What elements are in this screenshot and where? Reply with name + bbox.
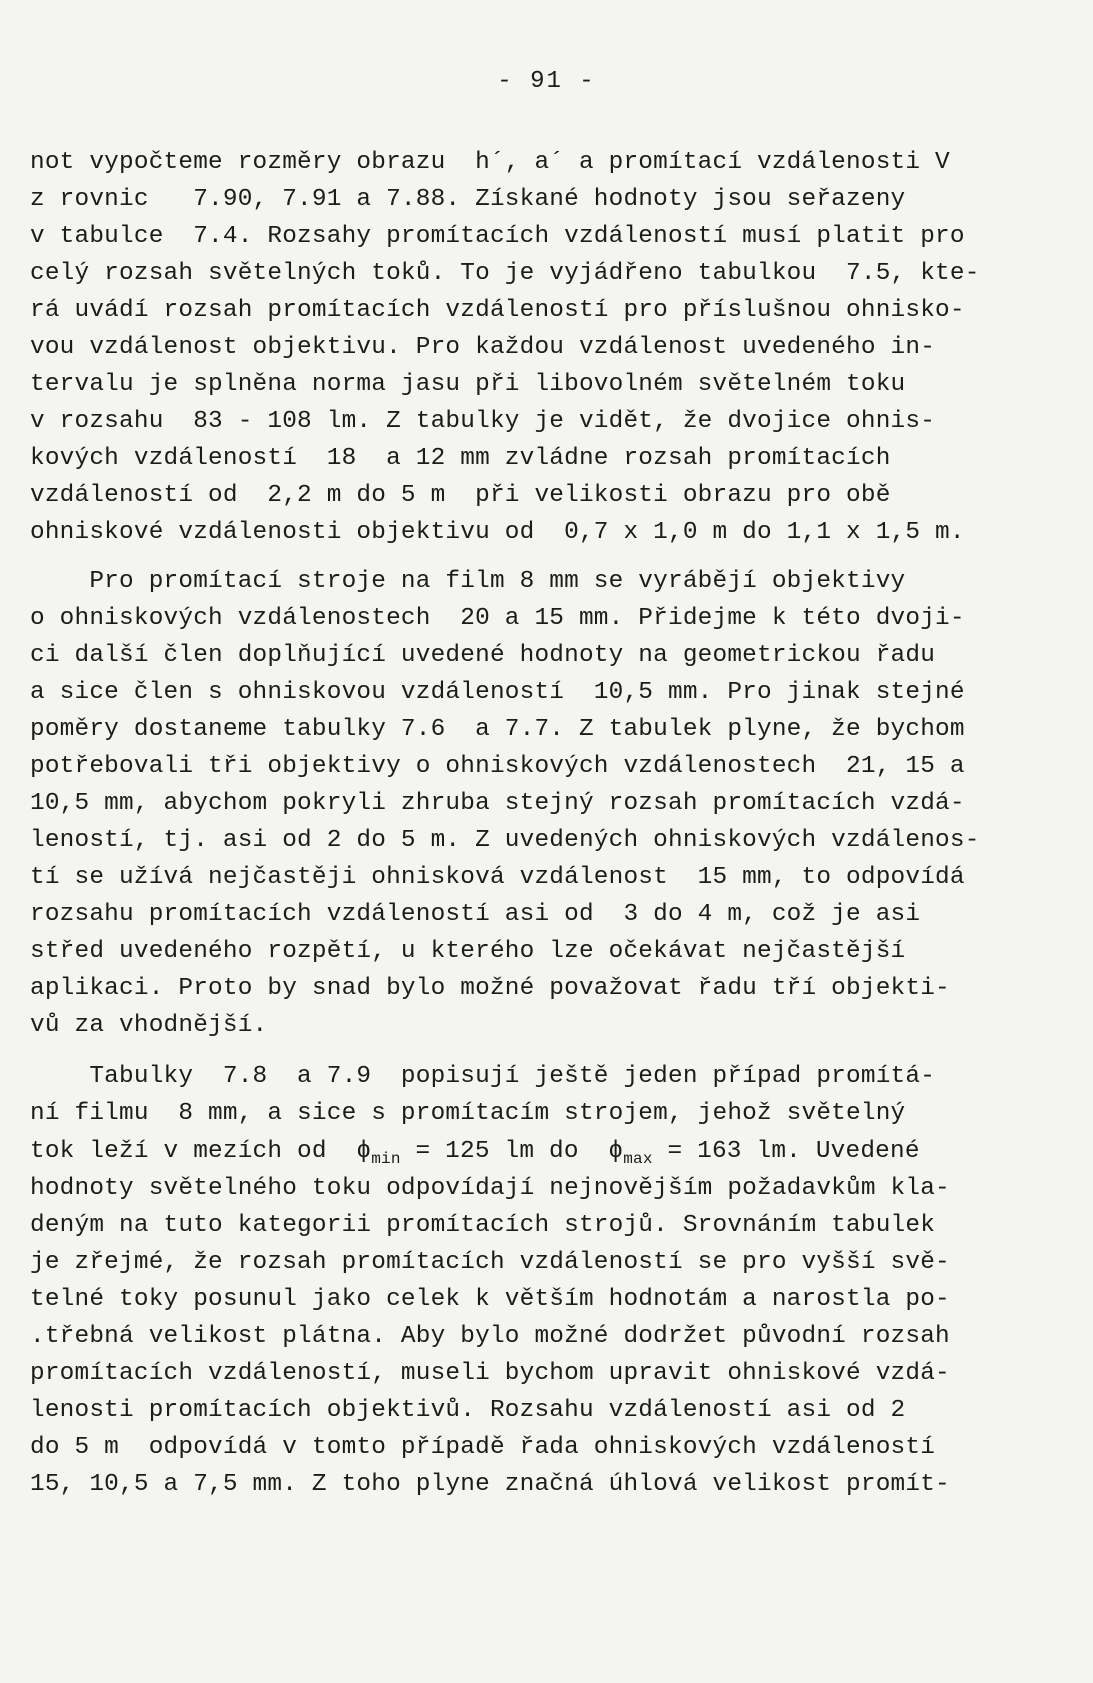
text-line: Tabulky 7.8 a 7.9 popisují ještě jeden případ promítá- xyxy=(30,1063,936,1090)
text-line: celý rozsah světelných toků. To je vyjádřeno tabulkou 7.5, kte- xyxy=(30,260,980,287)
text-line: v rozsahu 83 - 108 lm. Z tabulky je vidět, že dvojice ohnis- xyxy=(30,408,936,435)
text-line: vou vzdálenost objektivu. Pro každou vzdálenost uvedeného in- xyxy=(30,334,936,361)
text-line: hodnoty světelného toku odpovídají nejnovějším požadavkům kla- xyxy=(30,1175,950,1202)
text-line: o ohniskových vzdálenostech 20 a 15 mm. Přidejme k této dvoji- xyxy=(30,605,965,632)
text-line: telné toky posunul jako celek k větším hodnotám a narostla po- xyxy=(30,1286,950,1313)
text-line: aplikaci. Proto by snad bylo možné považovat řadu tří objekti- xyxy=(30,975,950,1002)
text-line: lenosti promítacích objektivů. Rozsahu vzdáleností asi od 2 xyxy=(30,1397,906,1424)
text-line: ci další člen doplňující uvedené hodnoty na geometrickou řadu xyxy=(30,642,936,669)
text-line: leností, tj. asi od 2 do 5 m. Z uvedených ohniskových vzdálenos- xyxy=(30,827,980,854)
text-line: potřebovali tři objektivy o ohniskových vzdálenostech 21, 15 a xyxy=(30,753,965,780)
text-line: je zřejmé, že rozsah promítacích vzdáleností se pro vyšší svě- xyxy=(30,1249,950,1276)
text-line: rozsahu promítacích vzdáleností asi od 3 do 4 m, což je asi xyxy=(30,901,921,928)
text-line: ní filmu 8 mm, a sice s promítacím strojem, jehož světelný xyxy=(30,1100,906,1127)
text-line: do 5 m odpovídá v tomto případě řada ohniskových vzdáleností xyxy=(30,1434,936,1461)
text-line: tervalu je splněna norma jasu při libovolném světelném toku xyxy=(30,371,906,398)
text-line: 15, 10,5 a 7,5 mm. Z toho plyne značná úhlová velikost promít- xyxy=(30,1471,950,1498)
formula-text: = 125 lm do ϕ xyxy=(400,1138,624,1165)
text-line: vzdáleností od 2,2 m do 5 m při velikosti obrazu pro obě xyxy=(30,482,891,509)
text-line: tí se užívá nejčastěji ohnisková vzdálenost 15 mm, to odpovídá xyxy=(30,864,965,891)
formula-text: tok leží v mezích od ϕ xyxy=(30,1138,372,1165)
text-line: střed uvedeného rozpětí, u kterého lze očekávat nejčastější xyxy=(30,938,906,965)
text-line: deným na tuto kategorii promítacích strojů. Srovnáním tabulek xyxy=(30,1212,936,1239)
text-line: not vypočteme rozměry obrazu h´, a´ a promítací vzdálenosti V xyxy=(30,149,950,176)
text-line: .třebná velikost plátna. Aby bylo možné dodržet původní rozsah xyxy=(30,1323,950,1350)
subscript-min: min xyxy=(371,1150,401,1168)
text-line: 10,5 mm, abychom pokryli zhruba stejný rozsah promítacích vzdá- xyxy=(30,790,965,817)
text-line: ohniskové vzdálenosti objektivu od 0,7 x 1,0 m do 1,1 x 1,5 m. xyxy=(30,519,965,546)
text-line: v tabulce 7.4. Rozsahy promítacích vzdáleností musí platit pro xyxy=(30,223,965,250)
formula-line xyxy=(30,1137,1063,1174)
text-line: vů za vhodnější. xyxy=(30,1012,268,1039)
subscript-max: max xyxy=(623,1150,653,1168)
text-line: kových vzdáleností 18 a 12 mm zvládne rozsah promítacích xyxy=(30,445,891,472)
text-line: poměry dostaneme tabulky 7.6 a 7.7. Z tabulek plyne, že bychom xyxy=(30,716,965,743)
formula-text: = 163 lm. Uvedené xyxy=(652,1138,920,1165)
text-line: promítacích vzdáleností, museli bychom upravit ohniskové vzdá- xyxy=(30,1360,950,1387)
text-line: a sice člen s ohniskovou vzdáleností 10,5 mm. Pro jinak stejné xyxy=(30,679,965,706)
page-number: - 91 - xyxy=(497,68,596,95)
text-line: z rovnic 7.90, 7.91 a 7.88. Získané hodnoty jsou seřazeny xyxy=(30,186,906,213)
text-line: Pro promítací stroje na film 8 mm se vyrábějí objektivy xyxy=(30,568,906,595)
text-line: rá uvádí rozsah promítacích vzdáleností pro příslušnou ohnisko- xyxy=(30,297,965,324)
